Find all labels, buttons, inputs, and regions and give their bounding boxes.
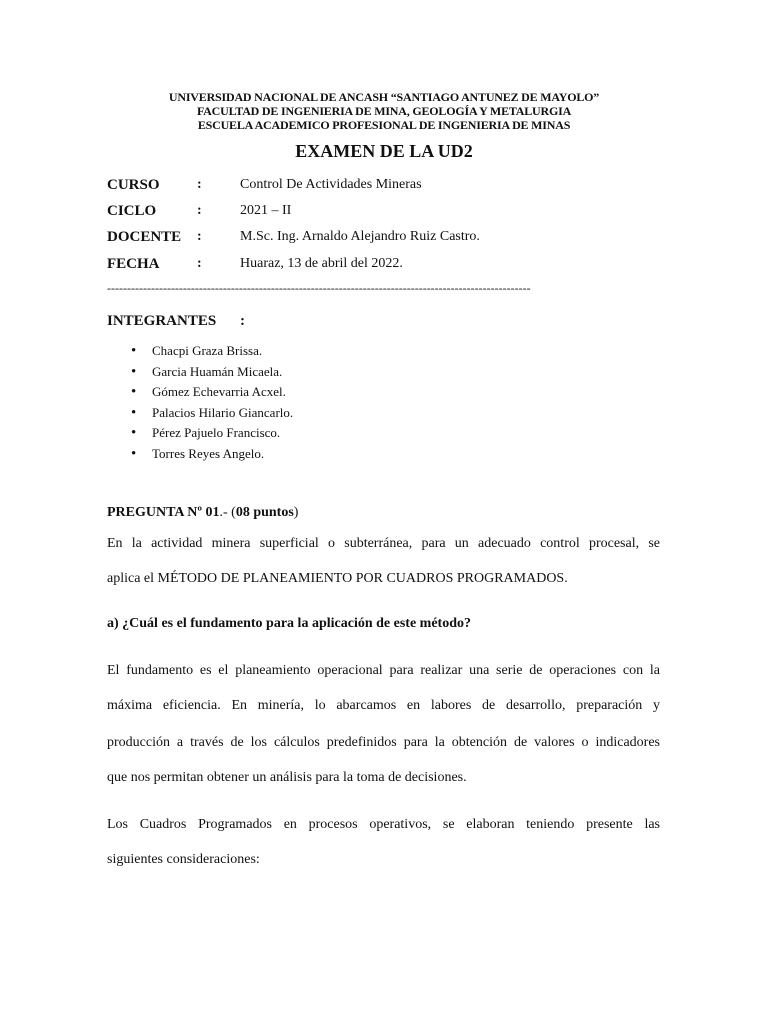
info-value: 2021 – II <box>240 203 292 218</box>
list-item: • Gómez Echevarria Acxel. <box>131 382 293 403</box>
info-value: Control De Actividades Mineras <box>240 177 422 192</box>
separator-line: ---------------------------------------------------------------------------------------------------------- <box>107 281 531 295</box>
integrantes-heading <box>107 311 245 331</box>
info-label: DOCENTE <box>107 229 182 245</box>
info-value: M.Sc. Ing. Arnaldo Alejandro Ruiz Castro. <box>240 229 480 244</box>
cuadros-line: siguientes consideraciones: <box>107 852 260 867</box>
school-name: ESCUELA ACADEMICO PROFESIONAL DE INGENIERIA DE MINAS <box>197 118 571 132</box>
subquestion-a: a) ¿Cuál es el fundamento para la aplicación de este método? <box>107 616 471 631</box>
intro-line: aplica el MÉTODO DE PLANEAMIENTO POR CUADROS PROGRAMADOS. <box>107 571 568 586</box>
exam-title: EXAMEN DE LA UD2 <box>295 141 473 161</box>
university-header <box>0 90 768 132</box>
answer-line: El fundamento es el planeamiento operacional para realizar una serie de operaciones con la <box>107 663 660 678</box>
info-colon: : <box>197 256 202 271</box>
question-close: ) <box>293 505 299 520</box>
answer-line: máxima eficiencia. En minería, lo abarcamos en labores de desarrollo, preparación y <box>107 698 660 713</box>
question-sep: .- ( <box>219 505 236 520</box>
info-label: CURSO <box>107 177 160 193</box>
university-name: UNIVERSIDAD NACIONAL DE ANCASH “SANTIAGO ANTUNEZ DE MAYOLO” <box>168 90 600 104</box>
info-colon: : <box>197 177 202 192</box>
answer-line: que nos permitan obtener un análisis para la toma de decisiones. <box>107 770 467 785</box>
list-item: • Torres Reyes Angelo. <box>131 444 293 465</box>
member-list <box>131 341 293 465</box>
list-item: • Garcia Huamán Micaela. <box>131 362 293 383</box>
cuadros-line: Los Cuadros Programados en procesos operativos, se elaboran teniendo presente las <box>107 817 660 832</box>
info-label: FECHA <box>107 256 160 272</box>
integrantes-colon: : <box>240 313 245 329</box>
info-value: Huaraz, 13 de abril del 2022. <box>240 256 403 271</box>
question-number: PREGUNTA Nº 01 <box>107 505 220 520</box>
answer-line: producción a través de los cálculos predefinidos para la obtención de valores o indicadores <box>107 735 660 750</box>
list-item: • Palacios Hilario Giancarlo. <box>131 403 293 424</box>
faculty-name: FACULTAD DE INGENIERIA DE MINA, GEOLOGÍA Y METALURGIA <box>196 104 572 118</box>
info-colon: : <box>197 203 202 218</box>
info-label: CICLO <box>107 203 157 219</box>
integrantes-label: INTEGRANTES <box>107 313 217 329</box>
info-colon: : <box>197 229 202 244</box>
question-title <box>107 503 298 523</box>
list-item: • Chacpi Graza Brissa. <box>131 341 293 362</box>
intro-line: En la actividad minera superficial o subterránea, para un adecuado control procesal, se <box>107 536 660 551</box>
list-item: • Pérez Pajuelo Francisco. <box>131 423 293 444</box>
question-points: 08 puntos <box>235 505 294 520</box>
